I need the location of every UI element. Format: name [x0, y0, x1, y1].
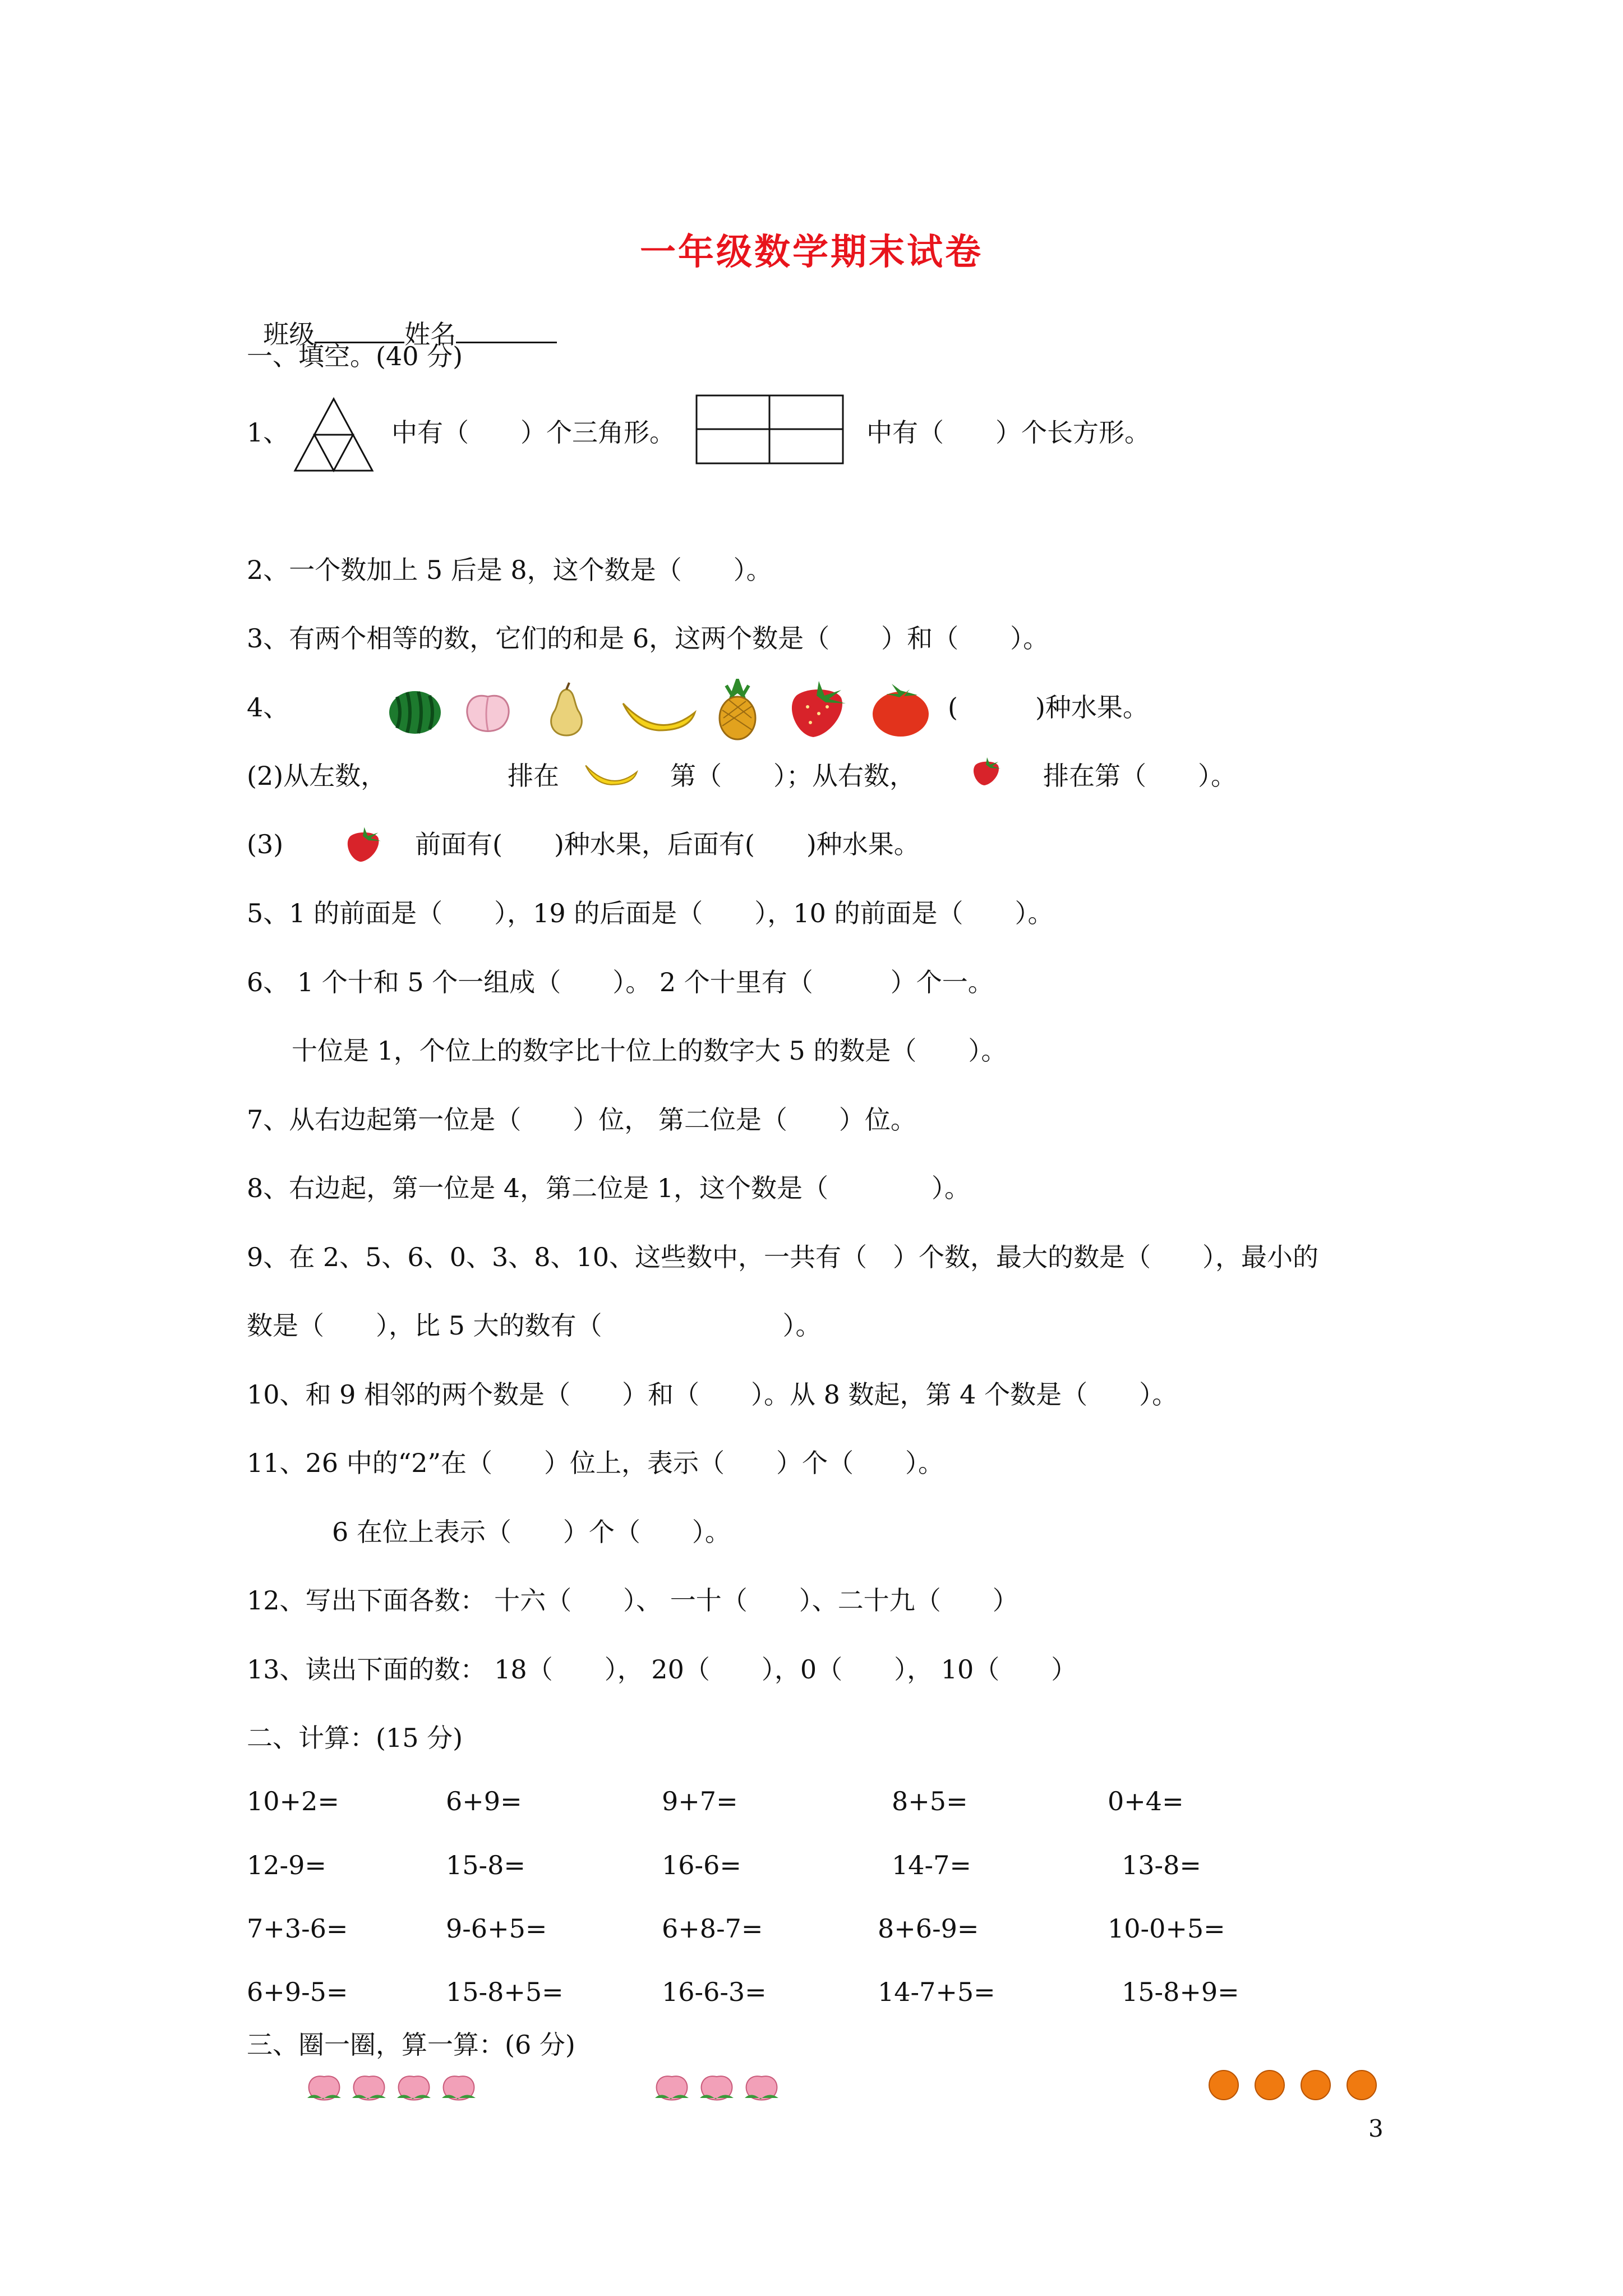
- q4-sub2-label: (2)从左数，: [247, 761, 387, 791]
- calc-item: 15-8+9=: [1122, 1977, 1239, 2007]
- class-name-row: [247, 293, 557, 347]
- q11a: 11、26 中的“2”在（ ）位上，表示（ ）个（ ）。: [247, 1448, 944, 1478]
- calc-item: 13-8=: [1122, 1850, 1201, 1880]
- calc-item: 9-6+5=: [446, 1913, 547, 1944]
- pineapple-icon: [712, 679, 763, 740]
- q1-triangles-text: 中有（ ）个三角形。: [391, 417, 675, 448]
- calc-item: 15-8+5=: [446, 1977, 564, 2007]
- q6a: 6、 1 个十和 5 个一组成（ ）。 2 个十里有（ ）个一。: [247, 967, 994, 997]
- page-number: 3: [1368, 2115, 1384, 2142]
- banana-icon: [620, 696, 698, 735]
- calc-item: 14-7=: [892, 1850, 971, 1880]
- calc-item: 14-7+5=: [878, 1977, 995, 2007]
- calc-item: 6+8-7=: [662, 1913, 763, 1944]
- strawberry-small-icon: [970, 756, 1004, 787]
- calc-item: 15-8=: [446, 1850, 525, 1880]
- strawberry-small-icon: [343, 826, 385, 864]
- tomato-icon: [869, 682, 931, 738]
- peach-group-icon: [303, 2069, 482, 2102]
- calc-item: 7+3-6=: [247, 1913, 348, 1944]
- q7: 7、从右边起第一位是（ ）位， 第二位是（ ）位。: [247, 1105, 916, 1135]
- q5: 5、1 的前面是（ ），19 的后面是（ ），10 的前面是（ ）。: [247, 898, 1054, 928]
- peach-group-icon: [651, 2069, 785, 2102]
- calc-item: 16-6-3=: [662, 1977, 767, 2007]
- calc-item: 10-0+5=: [1108, 1913, 1225, 1944]
- page-title: 一年级数学期末试卷: [640, 231, 983, 273]
- q10: 10、和 9 相邻的两个数是（ ）和（ ）。从 8 数起，第 4 个数是（ ）。: [247, 1379, 1178, 1410]
- q4-fruit-count: ( )种水果。: [948, 692, 1149, 723]
- name-label: 姓名: [404, 319, 457, 349]
- peach-icon: [460, 689, 516, 736]
- q2: 2、一个数加上 5 后是 8，这个数是（ ）。: [247, 555, 772, 585]
- q4-sub3-label: (3): [247, 829, 284, 859]
- q13: 13、读出下面的数： 18（ ）， 20（ ），0（ ）， 10（ ）: [247, 1654, 1077, 1685]
- calc-item: 8+5=: [892, 1786, 968, 1816]
- calc-item: 9+7=: [662, 1786, 738, 1816]
- q11b: 6 在位上表示（ ）个（ ）。: [332, 1517, 731, 1547]
- section3-heading: 三、圈一圈，算一算：(6 分): [247, 2030, 575, 2060]
- q12: 12、写出下面各数： 十六（ ）、 一十（ ）、二十九（ ）: [247, 1585, 1018, 1616]
- banana-small-icon: [583, 758, 639, 789]
- rectangle-figure-icon: [695, 394, 844, 464]
- q4-sub2-position: 第（ ）；从右数，: [670, 761, 915, 791]
- q1-number: 1、: [247, 417, 289, 448]
- q1-rectangles-text: 中有（ ）个长方形。: [866, 417, 1150, 448]
- section2-heading: 二、计算：(15 分): [247, 1723, 463, 1753]
- calc-item: 10+2=: [247, 1786, 339, 1816]
- q6b: 十位是 1，个位上的数字比十位上的数字大 5 的数是（ ）。: [292, 1036, 1007, 1066]
- pear-icon: [541, 682, 592, 738]
- triangle-figure-icon: [292, 395, 376, 474]
- q9b: 数是（ ），比 5 大的数有（ ）。: [247, 1310, 822, 1341]
- calc-item: 6+9-5=: [247, 1977, 348, 2007]
- name-blank[interactable]: [456, 319, 557, 343]
- section1-heading: 一、填空。(40 分): [247, 341, 463, 371]
- class-blank[interactable]: [315, 319, 404, 343]
- watermelon-icon: [387, 689, 443, 736]
- calc-item: 0+4=: [1108, 1786, 1184, 1816]
- q4-sub3-text: 前面有( )种水果，后面有( )种水果。: [415, 829, 920, 859]
- strawberry-icon: [785, 679, 852, 740]
- calc-item: 12-9=: [247, 1850, 326, 1880]
- orange-group-icon: [1206, 2067, 1385, 2102]
- q4-sub2-placed: 排在: [508, 761, 559, 791]
- q3: 3、有两个相等的数，它们的和是 6，这两个数是（ ）和（ ）。: [247, 623, 1049, 654]
- calc-item: 16-6=: [662, 1850, 741, 1880]
- q4-sub2-right: 排在第（ ）。: [1043, 761, 1237, 791]
- calc-item: 6+9=: [446, 1786, 522, 1816]
- calc-item: 8+6-9=: [878, 1913, 979, 1944]
- q8: 8、右边起，第一位是 4，第二位是 1，这个数是（ ）。: [247, 1173, 971, 1203]
- q4-number: 4、: [247, 692, 289, 723]
- class-label: 班级: [263, 319, 315, 349]
- q9a: 9、在 2、5、6、0、3、8、10、这些数中，一共有（ ）个数，最大的数是（ ），最小的: [247, 1242, 1319, 1272]
